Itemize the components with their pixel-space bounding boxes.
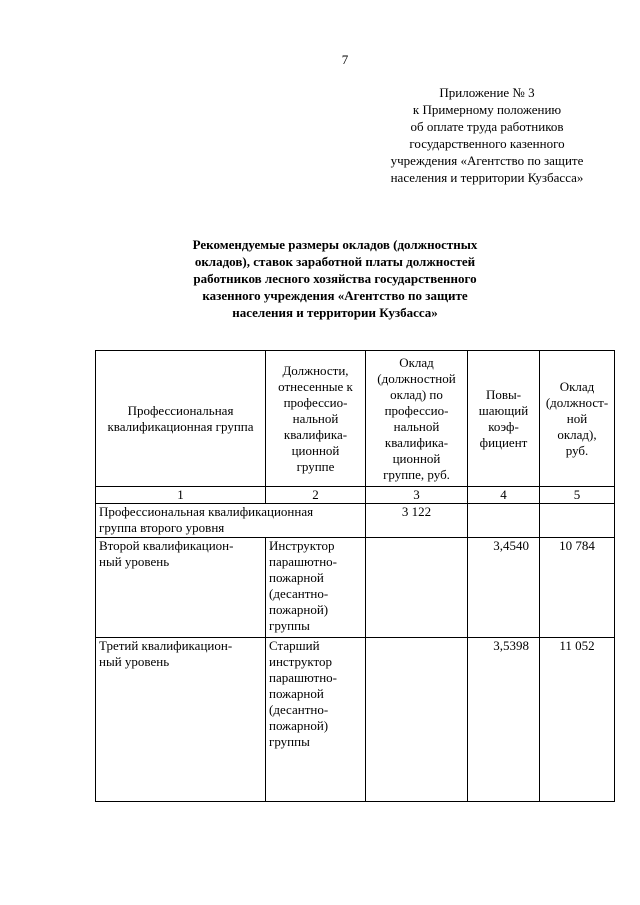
header-qualification-group: Профессиональная квалификационная группа — [96, 351, 266, 487]
group-row — [96, 504, 615, 538]
qualification-level: Третий квалификацион- ный уровень — [96, 638, 266, 802]
title-line: населения и территории Кузбасса» — [232, 305, 438, 320]
document-title — [160, 236, 510, 321]
salary-value: 10 784 — [540, 538, 615, 638]
column-number: 5 — [540, 487, 615, 504]
table-header-row — [96, 351, 615, 487]
appendix-line: государственного казенного — [409, 136, 565, 151]
group-base-salary: 3 122 — [366, 504, 468, 538]
column-number: 3 — [366, 487, 468, 504]
title-line: казенного учреждения «Агентство по защите — [202, 288, 468, 303]
qualification-level: Второй квалификацион- ный уровень — [96, 538, 266, 638]
group-name: Профессиональная квалификационная группа второго уровня — [96, 504, 366, 538]
appendix-line: об оплате труда работников — [410, 119, 564, 134]
header-positions: Должности, отнесенные к профессио- нальной квалифика- ционной группе — [266, 351, 366, 487]
appendix-line: населения и территории Кузбасса» — [390, 170, 584, 185]
page-number: 7 — [341, 52, 349, 67]
header-coefficient: Повы- шающий коэф- фициент — [468, 351, 540, 487]
appendix-line: Приложение № 3 — [439, 85, 535, 100]
empty-cell — [540, 504, 615, 538]
header-base-salary: Оклад (должностной оклад) по профессио- нальной квалифика- ционной группе, руб. — [366, 351, 468, 487]
column-number: 1 — [96, 487, 266, 504]
title-line: Рекомендуемые размеры окладов (должностных — [192, 237, 478, 252]
position-name: Инструктор парашютно- пожарной (десантно- пожарной) группы — [266, 538, 366, 638]
empty-cell — [366, 538, 468, 638]
salary-table — [95, 350, 615, 802]
title-line: окладов), ставок заработной платы должностей — [194, 254, 476, 269]
table-row — [96, 638, 615, 802]
coefficient-value: 3,5398 — [468, 638, 540, 802]
column-number-row — [96, 487, 615, 504]
column-number: 2 — [266, 487, 366, 504]
appendix-line: учреждения «Агентство по защите — [390, 153, 584, 168]
coefficient-value: 3,4540 — [468, 538, 540, 638]
position-name: Старший инструктор парашютно- пожарной (десантно- пожарной) группы — [266, 638, 366, 802]
appendix-header — [370, 84, 604, 186]
header-salary: Оклад (должност- ной оклад), руб. — [540, 351, 615, 487]
table-row — [96, 538, 615, 638]
empty-cell — [468, 504, 540, 538]
title-line: работников лесного хозяйства государственного — [193, 271, 477, 286]
appendix-line: к Примерному положению — [412, 102, 562, 117]
salary-value: 11 052 — [540, 638, 615, 802]
column-number: 4 — [468, 487, 540, 504]
empty-cell — [366, 638, 468, 802]
